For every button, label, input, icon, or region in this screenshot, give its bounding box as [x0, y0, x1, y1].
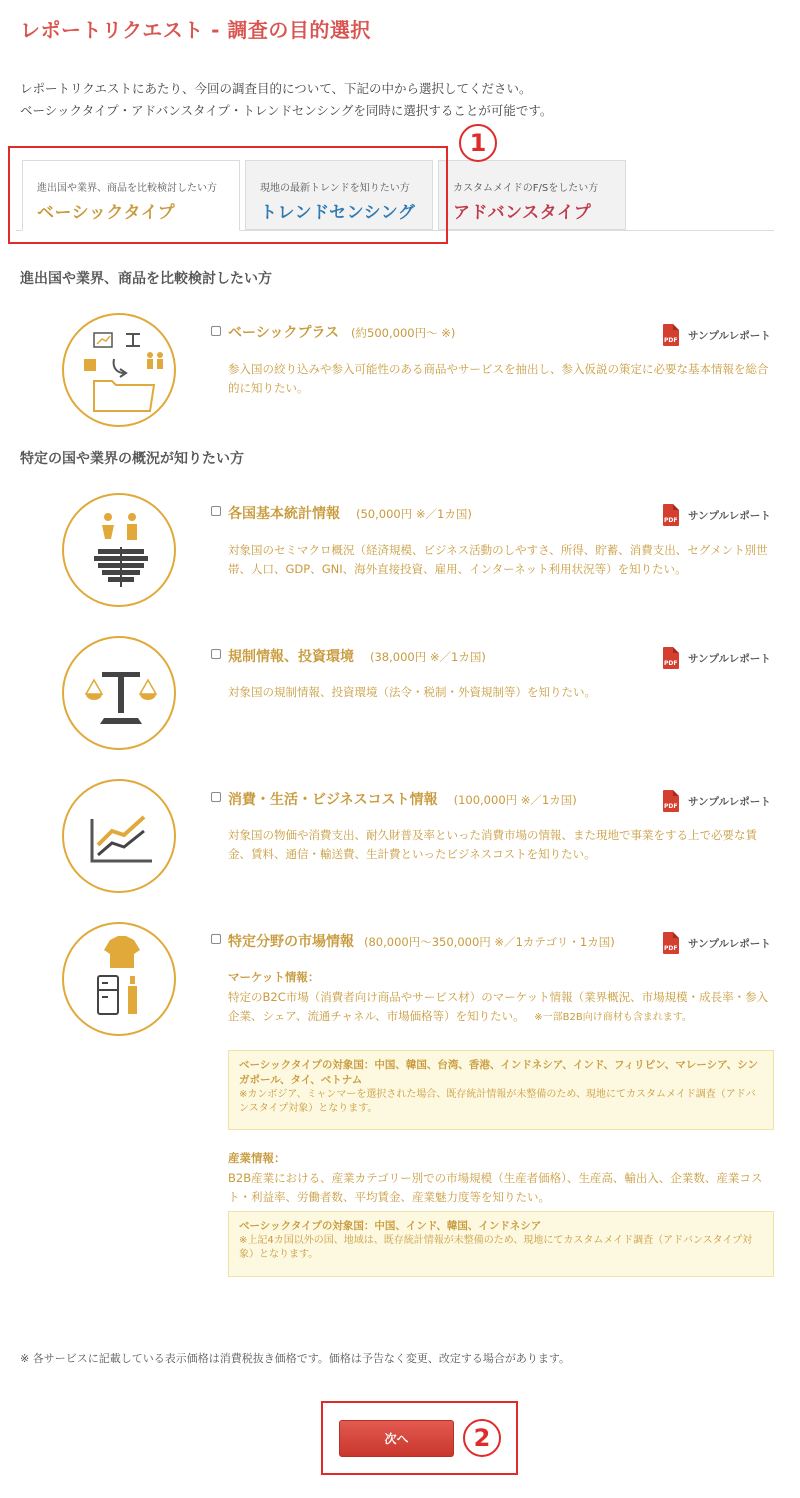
industry-target-countries-box — [228, 1211, 774, 1277]
service-title-regulation — [228, 646, 486, 666]
service-price: (100,000円 ※／1カ国) — [453, 793, 577, 807]
service-name: 規制情報、投資環境 — [228, 649, 354, 665]
service-desc-regulation: 対象国の規制情報、投資環境（法令・税制・外資規制等）を知りたい。 — [228, 685, 596, 699]
market-info-desc — [228, 988, 773, 1027]
service-price: (38,000円 ※／1カ国) — [370, 650, 486, 664]
tab-trend-name: トレンドセンシング — [260, 203, 416, 223]
market-info-inline-note: ※一部B2B向け商材も含まれます。 — [534, 1012, 692, 1023]
pdf-icon: PDF — [663, 324, 679, 346]
service-desc-cost-info: 対象国の物価や消費支出、耐久財普及率といった消費市場の情報、また現地で事業をする上で必要な賃金、賃料、通信・輸送費、生計費といったビジネスコストを知りたい。 — [228, 828, 757, 861]
sample-report-label: サンプルレポート — [688, 937, 771, 950]
sample-report-link-3[interactable] — [663, 647, 771, 669]
annotation-number-2: 2 — [463, 1419, 501, 1457]
service-price: (80,000円〜350,000円 ※／1カテゴリ・1カ国) — [364, 935, 615, 949]
section-heading-compare: 進出国や業界、商品を比較検討したい方 — [20, 271, 272, 287]
industry-target-countries: ベーシックタイプの対象国：中国、インド、韓国、インドネシア — [239, 1220, 542, 1232]
pdf-icon: PDF — [663, 932, 679, 954]
next-button[interactable]: 次へ — [339, 1420, 454, 1457]
service-title-market-info — [228, 931, 615, 951]
sample-report-label: サンプルレポート — [688, 652, 771, 665]
service-desc-basic-plus: 参入国の絞り込みや参入可能性のある商品やサービスを抽出し、参入仮説の策定に必要な基本情報を総合的に知りたい。 — [228, 362, 769, 395]
service-title-cost-info — [228, 789, 577, 809]
annotation-box-tabs — [8, 146, 448, 244]
checkbox-basic-plus[interactable] — [211, 326, 221, 336]
pdf-icon: PDF — [663, 647, 679, 669]
market-products-icon — [62, 922, 176, 1036]
service-desc-basic-stats: 対象国のセミマクロ概況（経済規模、ビジネス活動のしやすさ、所得、貯蓄、消費支出、セグメント別世帯、人口、GDP、GNI、海外直接投資、雇用、インターネット利用状況等）を知りたい。 — [228, 543, 768, 576]
price-footnote: ※ 各サービスに記載している表示価格は消費税抜き価格です。価格は予告なく変更、改定する場合があります。 — [20, 1352, 570, 1365]
service-name: ベーシックプラス — [228, 325, 340, 341]
service-name: 特定分野の市場情報 — [228, 934, 354, 950]
checkbox-basic-stats[interactable] — [211, 506, 221, 516]
sample-report-link-4[interactable] — [663, 790, 771, 812]
page-title: レポートリクエスト - 調査の目的選択 — [20, 18, 371, 42]
tab-advanced-sub: カスタムメイドのF/Sをしたい方 — [453, 183, 599, 194]
service-title-basic-stats — [228, 503, 472, 523]
checkbox-regulation[interactable] — [211, 649, 221, 659]
checkbox-market-info[interactable] — [211, 934, 221, 944]
tab-advanced-type[interactable] — [438, 160, 626, 230]
population-pyramid-icon — [62, 493, 176, 607]
sample-report-label: サンプルレポート — [688, 509, 771, 522]
sample-report-link-2[interactable] — [663, 504, 771, 526]
scales-icon — [62, 636, 176, 750]
tab-basic-sub: 進出国や業界、商品を比較検討したい方 — [37, 183, 217, 194]
pdf-icon: PDF — [663, 504, 679, 526]
industry-info-desc: B2B産業における、産業カテゴリー別での市場規模（生産者価格）、生産高、輸出入、企業数、産業コスト・利益率、労働者数、平均賃金、産業魅力度等を知りたい。 — [228, 1171, 763, 1204]
market-target-note: ※カンボジア、ミャンマーを選択された場合、既存統計情報が未整備のため、現地にてカスタムメイド調査（アドバンスタイプ対象）となります。 — [239, 1089, 756, 1114]
intro-line-2: ベーシックタイプ・アドバンスタイプ・トレンドセンシングを同時に選択することが可能です。 — [20, 103, 553, 118]
service-name: 各国基本統計情報 — [228, 506, 340, 522]
intro-line-1: レポートリクエストにあたり、今回の調査目的について、下記の中から選択してください。 — [20, 81, 532, 96]
intro-text — [20, 78, 552, 122]
folder-compare-icon — [62, 313, 176, 427]
sample-report-link-1[interactable] — [663, 324, 771, 346]
sample-report-link-5[interactable] — [663, 932, 771, 954]
pdf-icon: PDF — [663, 790, 679, 812]
market-target-countries: ベーシックタイプの対象国：中国、韓国、台湾、香港、インドネシア、インド、フィリピン、マレーシア、シンガポール、タイ、ベトナム — [239, 1059, 758, 1086]
annotation-number-1: 1 — [459, 124, 497, 162]
market-info-text: 特定のB2C市場（消費者向け商品やサービス材）のマーケット情報（業界概況、市場規模・成長率・参入企業、シェア、流通チャネル、市場価格等）を知りたい。 — [228, 990, 769, 1023]
service-title-basic-plus — [228, 322, 455, 342]
industry-info-heading: 産業情報： — [228, 1151, 286, 1165]
sample-report-label: サンプルレポート — [688, 329, 771, 342]
industry-target-note: ※上記4カ国以外の国、地域は、既存統計情報が未整備のため、現地にてカスタムメイド調査（アドバンスタイプ対象）となります。 — [239, 1235, 753, 1260]
service-name: 消費・生活・ビジネスコスト情報 — [228, 792, 438, 808]
line-chart-icon — [62, 779, 176, 893]
tab-advanced-name: アドバンスタイプ — [453, 203, 592, 223]
checkbox-cost-info[interactable] — [211, 792, 221, 802]
service-price: (50,000円 ※／1カ国) — [356, 507, 472, 521]
section-heading-overview: 特定の国や業界の概況が知りたい方 — [20, 451, 244, 467]
market-info-heading: マーケット情報： — [228, 970, 320, 984]
tab-trend-sub: 現地の最新トレンドを知りたい方 — [260, 183, 410, 194]
sample-report-label: サンプルレポート — [688, 795, 771, 808]
market-target-countries-box — [228, 1050, 774, 1130]
tab-basic-name: ベーシックタイプ — [37, 203, 176, 223]
service-price: (約500,000円〜 ※) — [351, 326, 456, 340]
